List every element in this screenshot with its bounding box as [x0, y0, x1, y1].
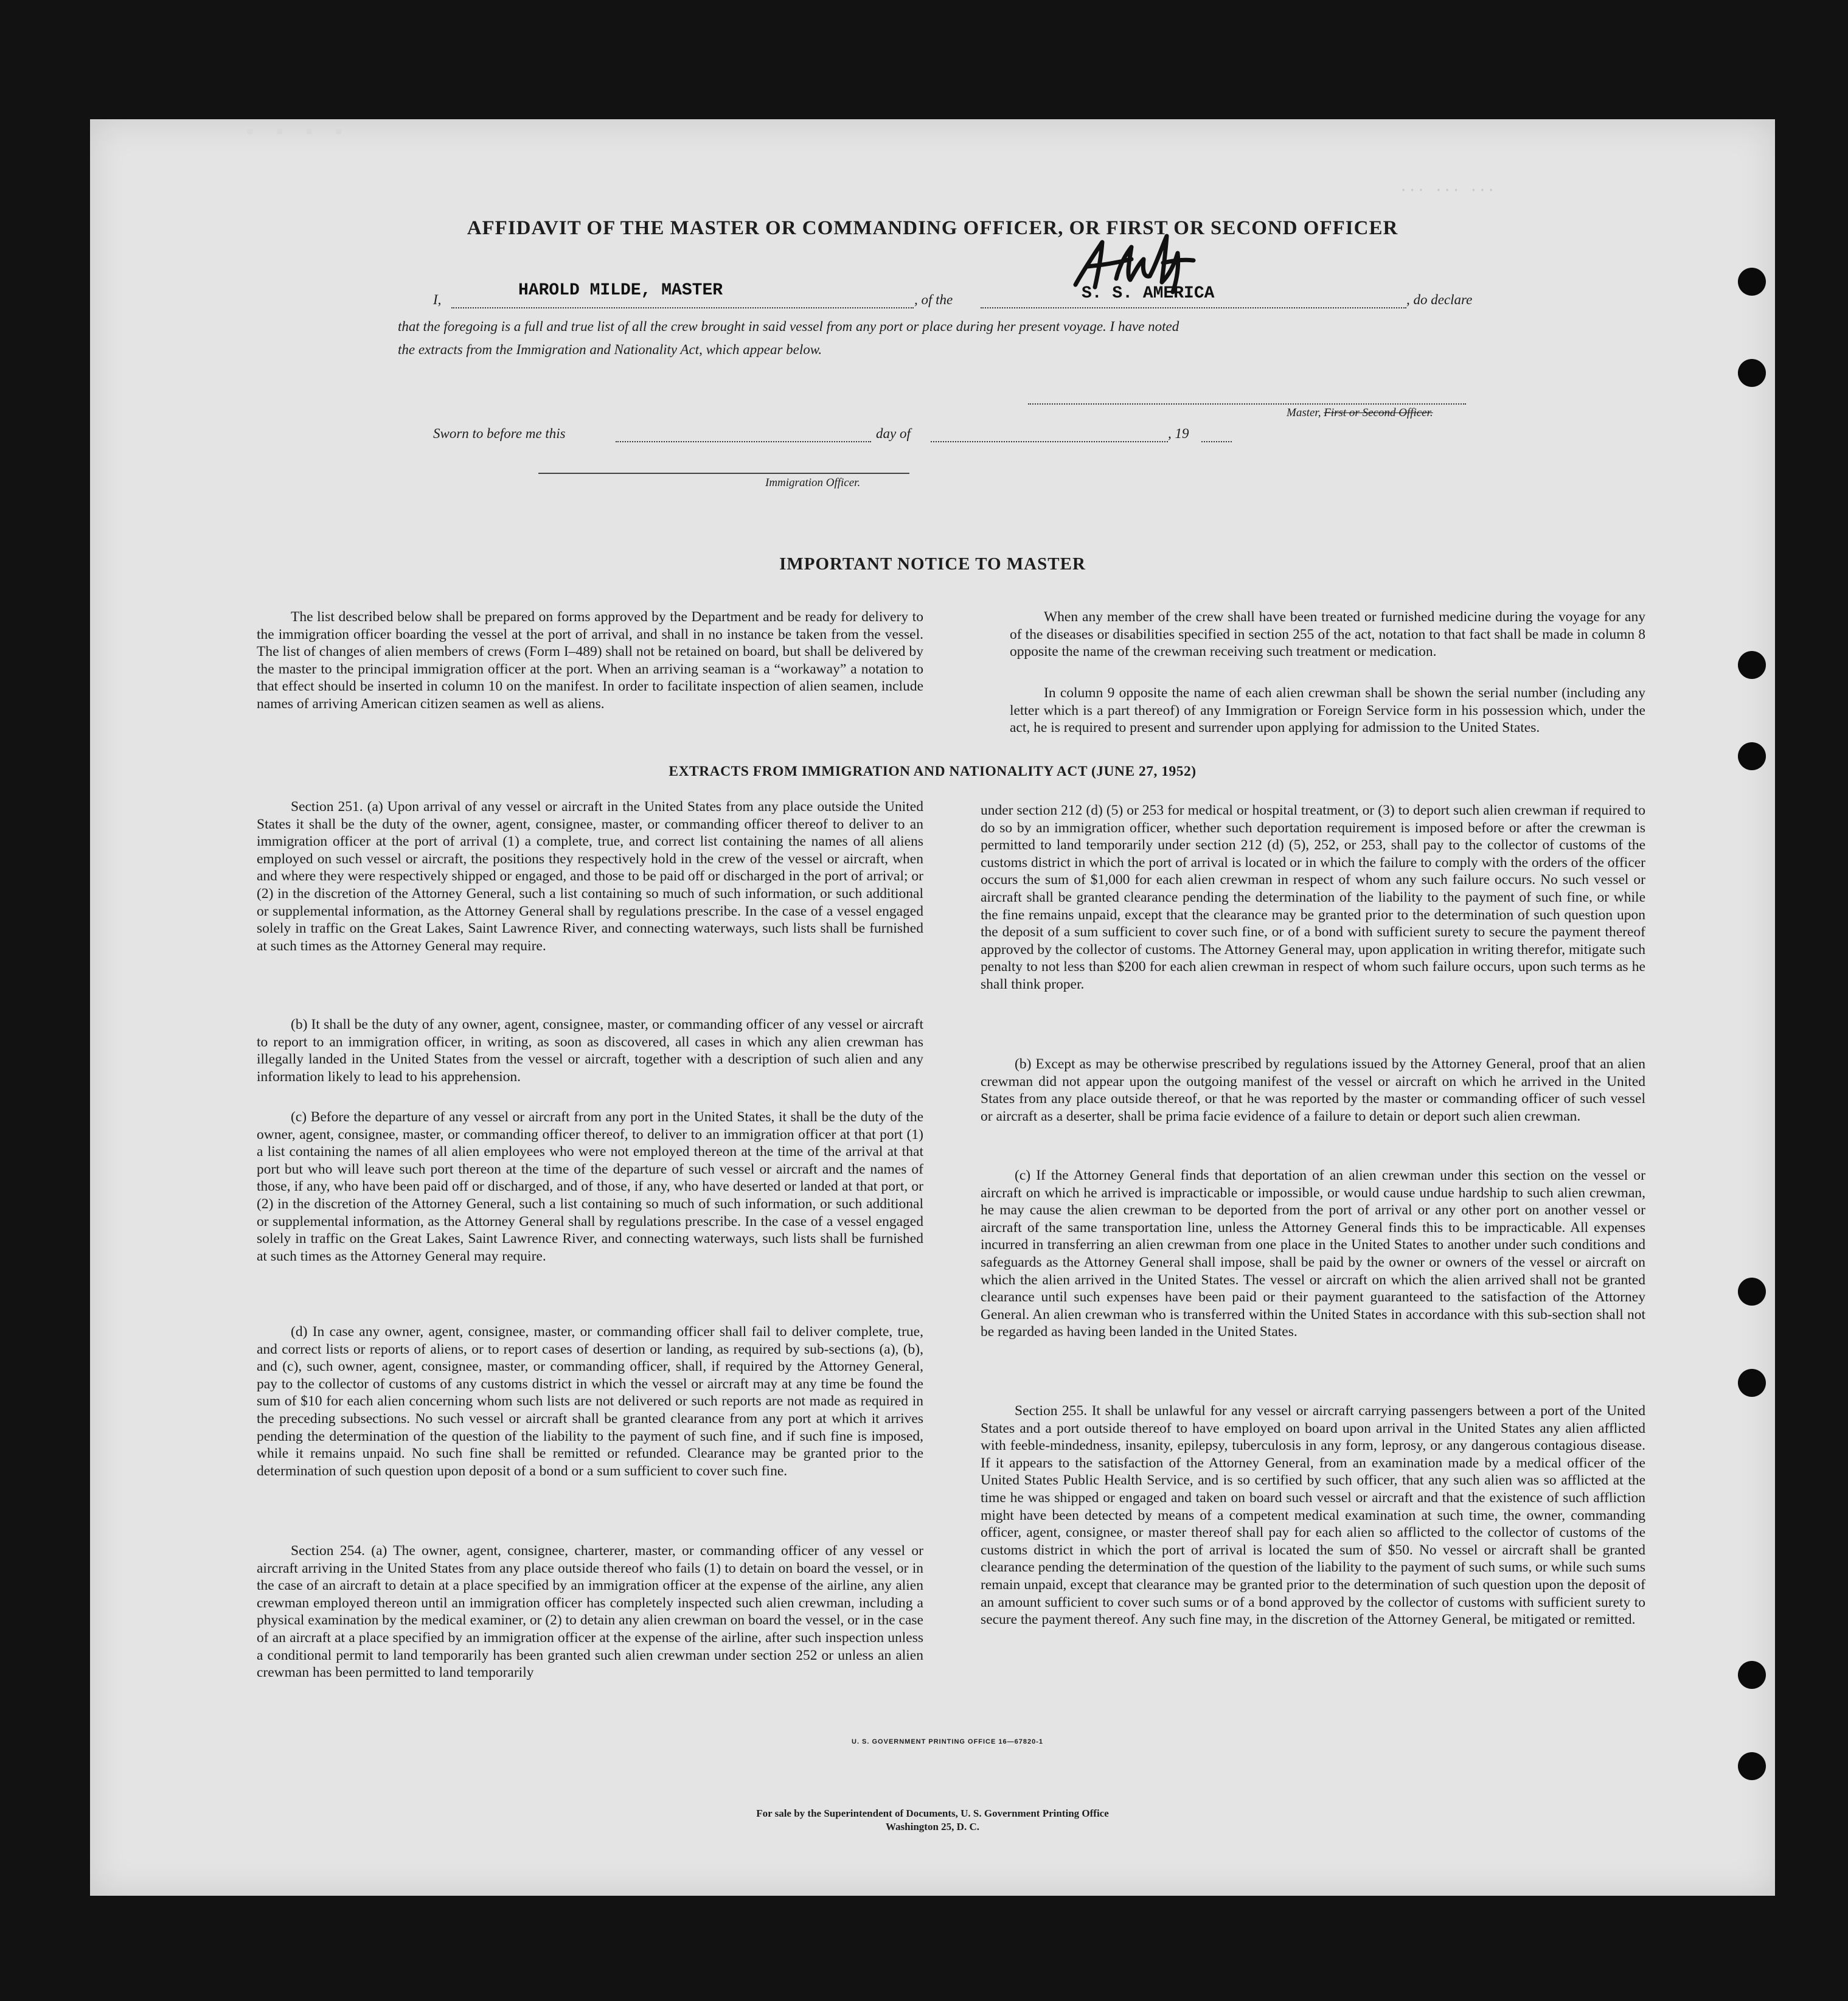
master-signature	[1058, 229, 1223, 296]
binder-hole	[1738, 359, 1766, 387]
binder-hole	[1738, 1369, 1766, 1397]
signature-caption-master: Master,	[1287, 406, 1324, 419]
extracts-title: EXTRACTS FROM IMMIGRATION AND NATIONALITY ACT (JUNE 27, 1952)	[669, 764, 1197, 779]
binder-hole	[1738, 1752, 1766, 1780]
bleed-through-text: ··· ··· ···	[1399, 183, 1496, 199]
extract-left-251c: (c) Before the departure of any vessel or aircraft from any port in the United States, it shall be the duty of the owner, agent, consignee, master, or commanding officer thereof, to deliver to an immigration officer at that port (1) a list containing the names of all alien employees who were not employed thereon at the time of the arrival at that port but who will leave such port thereon at the time of the departure of such vessel or aircraft and the names of those, if any, who have been paid off or discharged, and of those, if any, who have deserted or landed at that port, or (2) in the discretion of the Attorney General, such a list containing so much of such information, or such additional or supplemental information, as the Attorney General shall by regulations prescribe. In the case of a vessel engaged solely in traffic on the Great Lakes, Saint Lawrence River, and connecting waterways, such lists shall be furnished at such times as the Attorney General may require.	[257, 1109, 923, 1264]
sale-line-2: Washington 25, D. C.	[886, 1821, 979, 1832]
name-line	[451, 307, 914, 308]
extract-left-251b: (b) It shall be the duty of any owner, agent, consignee, master, or commanding officer of any vessel or aircraft to report to an immigration officer, in writing, as soon as discovered, all cases in which any alien crewman has illegally landed in the United States from the vessel or aircraft, together with a description of such alien and any information likely to lead to his apprehension.	[257, 1017, 923, 1085]
declaration-line-1: that the foregoing is a full and true list of all the crew brought in said vessel from any port or place during her present voyage. I have noted	[398, 319, 1179, 334]
year-line	[1201, 441, 1232, 442]
extract-left-section-254a: Section 254. (a) The owner, agent, consignee, charterer, master, or commanding officer of any vessel or aircraft arriving in the United States from any place outside thereof who fails (1) to detain on board the vessel, or in the case of an aircraft to detain at a place specified by an immigration officer at the expense of the airline, any alien crewman employed thereon until an immigration officer has completely inspected such alien crewman, including a physical examination by the medical examiner, or (2) to detain any alien crewman on board the vessel, or in the case of an aircraft at a place specified by an immigration officer at the expense of the airline, after such inspection unless a conditional permit to land temporarily has been granted such alien crewman under section 252 or unless an alien crewman has been permitted to land temporarily	[257, 1543, 923, 1681]
binder-hole	[1738, 1661, 1766, 1689]
vessel-name: S. S. AMERICA	[1082, 284, 1215, 303]
extract-left-251d: (d) In case any owner, agent, consignee, master, or commanding officer shall fail to deliver complete, true, and correct lists or reports of aliens, or to report cases of desertion or landing, as required by sub-sections (a), (b), and (c), such owner, agent, consignee, master, or commanding officer, shall, if required by the Attorney General, pay to the collector of customs of any customs district in which the vessel or aircraft may at any time be found the sum of $10 for each alien concerning whom such lists are not delivered or such reports are not made as required in the preceding subsections. No such vessel or aircraft shall be granted clearance from any port at which it arrives pending the determination of the question of the liability to the payment of such fine, and if such fine is imposed, while it remains unpaid. No such fine shall be remitted or refunded. Clearance may be granted prior to the determination of such question upon deposit of a bond or a sum sufficient to cover such fine.	[257, 1324, 923, 1479]
edge-marks: ▪ ▪ ▪ ▪	[246, 120, 351, 143]
year-label: , 19	[1168, 426, 1189, 441]
notice-title: IMPORTANT NOTICE TO MASTER	[779, 554, 1086, 574]
gpo-line: U. S. GOVERNMENT PRINTING OFFICE 16—67820-1	[852, 1738, 1044, 1745]
binder-hole	[1738, 268, 1766, 296]
extract-right-section-255: Section 255. It shall be unlawful for any vessel or aircraft carrying passengers between a port of the United States and a port outside thereof to have employed on board upon arrival in the United States any alien afflicted with feeble-mindedness, insanity, epilepsy, tuberculosis in any form, leprosy, or any dangerous contagious disease. If it appears to the satisfaction of the Attorney General, from an examination made by a medical officer of the United States Public Health Service, and is so certified by such officer, that any such alien was so afflicted at the time he was shipped or engaged and taken on board such vessel or aircraft and that the existence of such affliction might have been detected by means of a competent medical examination at such time, the owner, commanding officer, agent, consignee, or master thereof shall pay for each alien so afflicted to the collector of customs of the customs district in which the port of arrival is located the sum of $50. No vessel or aircraft shall be granted clearance pending the determination of the question of the liability to the payment of such sums, or while such sums remain unpaid, except that clearance may be granted prior to the determination of such question upon the deposit of an amount sufficient to cover such sums or of a bond approved by the collector of customs with sufficient surety to secure the payment thereof. Any such fine may, in the discretion of the Attorney General, be mitigated or remitted.	[981, 1403, 1645, 1628]
sworn-day-line	[616, 441, 871, 442]
day-of-label: day of	[876, 426, 911, 441]
sale-line-1: For sale by the Superintendent of Documents, U. S. Government Printing Office	[756, 1808, 1109, 1819]
binder-hole	[1738, 651, 1766, 679]
extract-right-254b: (b) Except as may be otherwise prescribed by regulations issued by the Attorney General, proof that an alien crewman did not appear upon the outgoing manifest of the vessel or aircraft on which he arrived in the United States from any place outside thereof, or that he was reported by the master or commanding officer of such vessel or aircraft as a deserter, shall be prima facie evidence of a failure to detain or deport such alien crewman.	[981, 1056, 1645, 1124]
declaration-line-2: the extracts from the Immigration and Nationality Act, which appear below.	[398, 342, 822, 357]
sworn-month-line	[931, 441, 1168, 442]
signature-caption-struck: First or Second Officer.	[1324, 406, 1433, 419]
affidavit-title: AFFIDAVIT OF THE MASTER OR COMMANDING OFFICER, OR FIRST OR SECOND OFFICER	[467, 217, 1398, 239]
signature-line	[1028, 403, 1466, 405]
of-the-label: , of the	[914, 292, 953, 307]
extract-right-254c: (c) If the Attorney General finds that deportation of an alien crewman under this section on the vessel or aircraft on which he arrived is impracticable or impossible, or would cause undue hardship to such alien crewman, he may cause the alien crewman to be deported from the port of arrival or any other port on another vessel or aircraft of the same transportation line, unless the Attorney General finds this to be impracticable. All expenses incurred in transferring an alien crewman from one place in the United States to another under such conditions and safeguards as the Attorney General shall impose, shall be paid by the owner or owners of the vessel or aircraft on which the alien arrived in the United States. The vessel or aircraft on which the alien arrived shall not be granted clearance until such expenses have been paid or their payment guaranteed to the satisfaction of the Attorney General. An alien crewman who is transferred within the United States in accordance with this sub-section shall not be regarded as having been landed in the United States.	[981, 1168, 1645, 1340]
extract-right-254a-cont: under section 212 (d) (5) or 253 for medical or hospital treatment, or (3) to deport such alien crewman if required to do so by an immigration officer, whether such deportation requirement is imposed before or after the crewman is permitted to land temporarily under section 212 (d) (5), 252, or 253, shall pay to the collector of customs of the customs district in which the port of arrival is located or in which the failure to comply with the orders of the officer occurs the sum of $1,000 for each alien crewman in respect of whom any such failure occurs. No such vessel or aircraft shall be granted clearance pending the determination of the liability to the payment of such fine, or while the fine remains unpaid, except that the clearance may be granted prior to the determination of such question upon the deposit of a sum sufficient to cover such fine, or of a bond with sufficient surety to secure the payment thereof approved by the collector of customs. The Attorney General may, upon application in writing therefor, mitigate such penalty to not less than $200 for each alien crewman in respect of whom such failure occurs, upon such terms as he shall think proper.	[981, 802, 1645, 992]
binder-hole	[1738, 1278, 1766, 1306]
notice-right-paragraph-2: In column 9 opposite the name of each alien crewman shall be shown the serial number (including any letter which is a part thereof) of any Immigration or Foreign Service form in his possession which, under the act, he is required to present and surrender upon applying for admission to the United States.	[1010, 685, 1645, 736]
i-prefix: I,	[433, 292, 442, 307]
vessel-line	[981, 307, 1406, 308]
master-name: HAROLD MILDE, MASTER	[518, 281, 723, 300]
notice-right-paragraph-1: When any member of the crew shall have been treated or furnished medicine during the voyage for any of the diseases or disabilities specified in section 255 of the act, notation to that fact shall be made in column 8 opposite the name of the crewman receiving such treatment or medication.	[1010, 609, 1645, 660]
do-declare-label: , do declare	[1406, 292, 1473, 307]
extract-left-section-251a: Section 251. (a) Upon arrival of any vessel or aircraft in the United States from any place outside the United States it shall be the duty of the owner, agent, consignee, master, or commanding officer thereof to deliver to an immigration officer at the port of arrival (1) a complete, true, and correct list containing the names of all aliens employed on such vessel or aircraft, the positions they respectively hold in the crew of the vessel or aircraft, when and where they were respectively shipped or engaged, and those to be paid off or discharged in the port of arrival; or (2) in the discretion of the Attorney General, such a list containing so much of such information, or such additional or supplemental information, as the Attorney General shall by regulations prescribe. In the case of a vessel engaged solely in traffic on the Great Lakes, Saint Lawrence River, and connecting waterways, such lists shall be furnished at such times as the Attorney General may require.	[257, 799, 923, 954]
signature-caption	[1287, 406, 1433, 420]
immigration-officer-caption: Immigration Officer.	[765, 476, 861, 489]
notice-left-paragraph: The list described below shall be prepared on forms approved by the Department and be ready for delivery to the immigration officer boarding the vessel at the port of arrival, and shall in no instance be taken from the vessel. The list of changes of alien members of crews (Form I–489) shall not be retained on board, but shall be delivered by the master to the principal immigration officer at the port. When an arriving seaman is a “workaway” a notation to that effect should be inserted in column 10 on the manifest. In order to facilitate inspection of alien seamen, include names of arriving American citizen seamen as well as aliens.	[257, 609, 923, 712]
immigration-officer-line	[538, 473, 909, 474]
sworn-label: Sworn to before me this	[433, 426, 566, 441]
